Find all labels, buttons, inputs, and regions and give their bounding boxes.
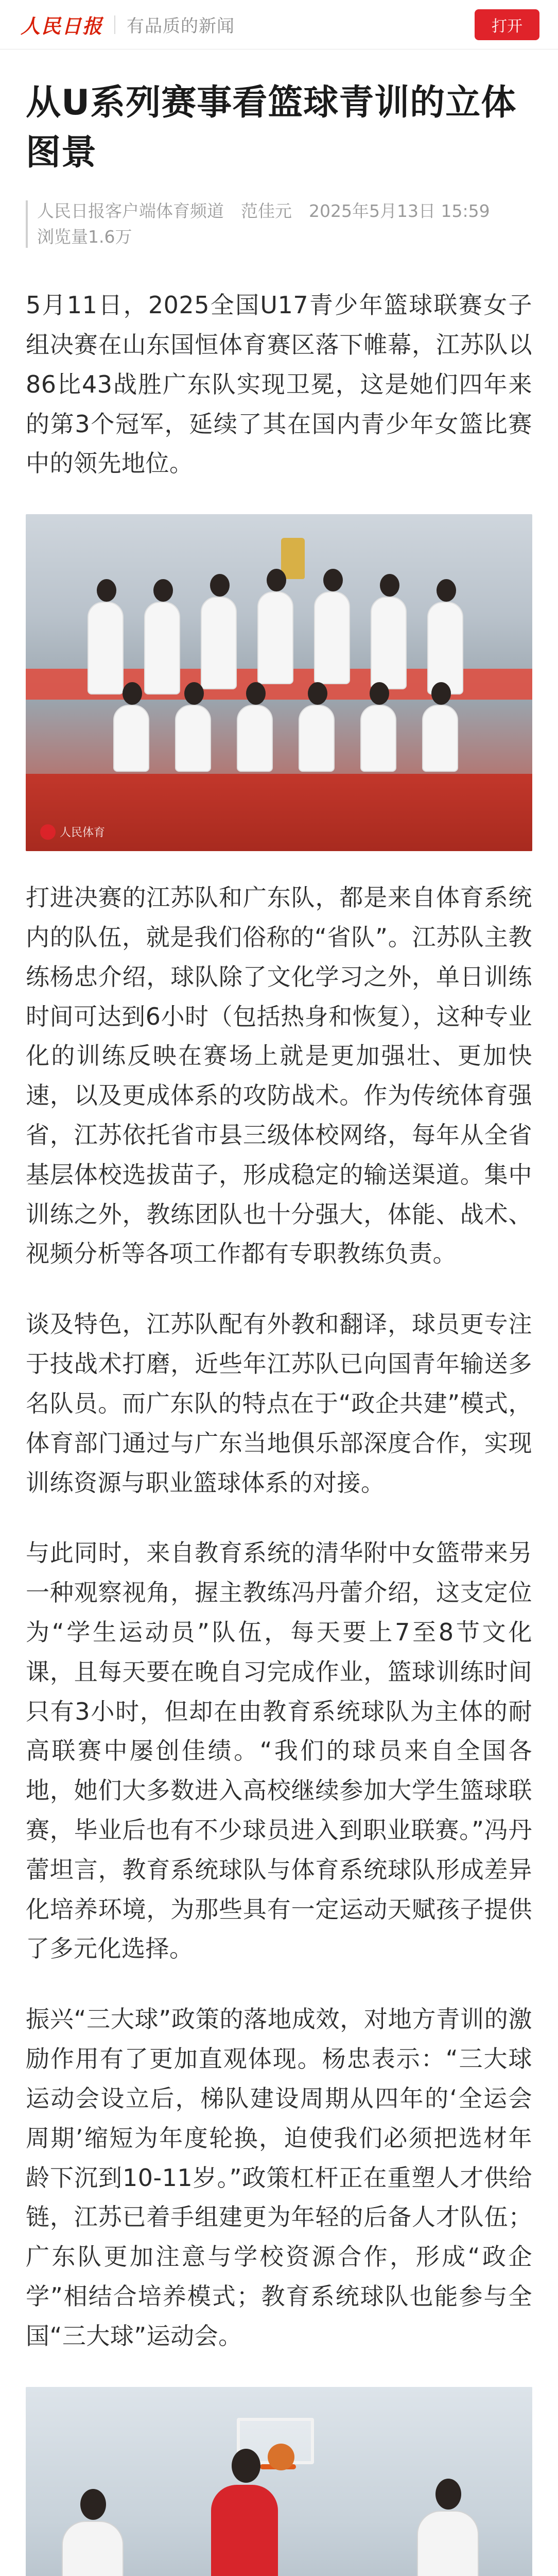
article-title: 从U系列赛事看篮球青训的立体图景 xyxy=(26,82,517,173)
meta-divider xyxy=(26,200,28,248)
article-paragraph-1: 5月11日，2025全国U17青少年篮球联赛女子组决赛在山东国恒体育赛区落下帷幕，江苏队以86比43战胜广东队实现卫冕，这是她们四年来的第3个冠军，延续了其在国内青少年女篮比赛中的领先地位。 xyxy=(26,291,532,478)
article-meta xyxy=(26,198,532,249)
article-paragraph-3: 谈及特色，江苏队配有外教和翻译，球员更专注于技战术打磨，近些年江苏队已向国青年输送多名队员。而广东队的特点在于“政企共建”模式，体育部门通过与广东当地俱乐部深度合作，实现训练资源与职业篮球体系的对接。 xyxy=(26,1310,532,1497)
open-app-button[interactable]: 打开 xyxy=(475,9,539,40)
defender-figure xyxy=(417,2511,479,2576)
article-paragraph-4: 与此同时，来自教育系统的清华附中女篮带来另一种观察视角，握主教练冯丹蕾介绍，这支定位为“学生运动员”队伍，每天要上7至8节文化课，且每天要在晚自习完成作业，篮球训练时间只有3小时，但却在由教育系统球队为主体的耐高联赛中屡创佳绩。“我们的球员来自全国各地，她们大多数进入高校继续参加大学生篮球联赛，毕业后也有不少球员进入到职业联赛。”冯丹蕾坦言，教育系统球队与体育系统球队形成差异化培养环境，为那些具有一定运动天赋孩子提供了多元化选择。 xyxy=(26,1539,532,1963)
app-slogan: 有品质的新闻 xyxy=(127,16,235,37)
game-action-image[interactable] xyxy=(26,2387,532,2576)
watermark-logo-icon xyxy=(40,824,56,840)
article-source-line: 人民日报客户端体育频道 范佳元 2025年5月13日 15:59 xyxy=(37,201,490,222)
player-figure xyxy=(427,602,463,694)
defender-figure xyxy=(62,2521,124,2576)
player-figure xyxy=(201,597,237,689)
team-photo-image[interactable] xyxy=(26,514,532,851)
photo-watermark: 人民体育 xyxy=(40,824,105,840)
article-paragraph-2: 打进决赛的江苏队和广东队，都是来自体育系统内的队伍，就是我们俗称的“省队”。江苏队主教练杨忠介绍，球队除了文化学习之外，单日训练时间可达到6小时（包括热身和恢复），这种专业化的训练反映在赛场上就是更加强壮、更加快速，以及更成体系的攻防战术。作为传统体育强省，江苏依托省市县三级体校网络，每年从全省基层体校选拔苗子，形成稳定的输送渠道。集中训练之外，教练团队也十分强大，体能、战术、视频分析等各项工作都有专职教练负责。 xyxy=(26,884,532,1268)
player-figure xyxy=(360,705,396,772)
player-figure xyxy=(371,597,407,689)
player-figure xyxy=(299,705,335,772)
basketball-icon xyxy=(268,2444,294,2470)
player-figure xyxy=(237,705,273,772)
article-views: 浏览量1.6万 xyxy=(37,226,132,247)
top-bar xyxy=(0,0,558,49)
player-figure xyxy=(113,705,149,772)
player-figure xyxy=(257,591,293,684)
article-paragraph-5: 振兴“三大球”政策的落地成效，对地方青训的激励作用有了更加直观体现。杨忠表示：“三大球运动会设立后，梯队建设周期从四年的‘全运会周期’缩短为年度轮换，迫使我们必须把选材年龄下沉到10-11岁。”政策杠杆正在重塑人才供给链，江苏已着手组建更为年轻的后备人才队伍；广东队更加注意与学校资源合作，形成“政企学”相结合培养模式；教育系统球队也能参与全国“三大球”运动会。 xyxy=(26,2005,532,2350)
player-figure xyxy=(314,591,350,684)
player-figure xyxy=(175,705,211,772)
meta-text xyxy=(37,198,490,249)
logo-divider xyxy=(114,15,115,34)
player-figure xyxy=(144,602,180,694)
app-logo[interactable]: 人民日报 xyxy=(21,14,103,38)
article-body xyxy=(0,49,558,2576)
shooting-player-figure xyxy=(211,2485,278,2576)
player-figure xyxy=(422,705,458,772)
trophy-icon xyxy=(281,538,305,579)
player-figure xyxy=(88,602,124,694)
